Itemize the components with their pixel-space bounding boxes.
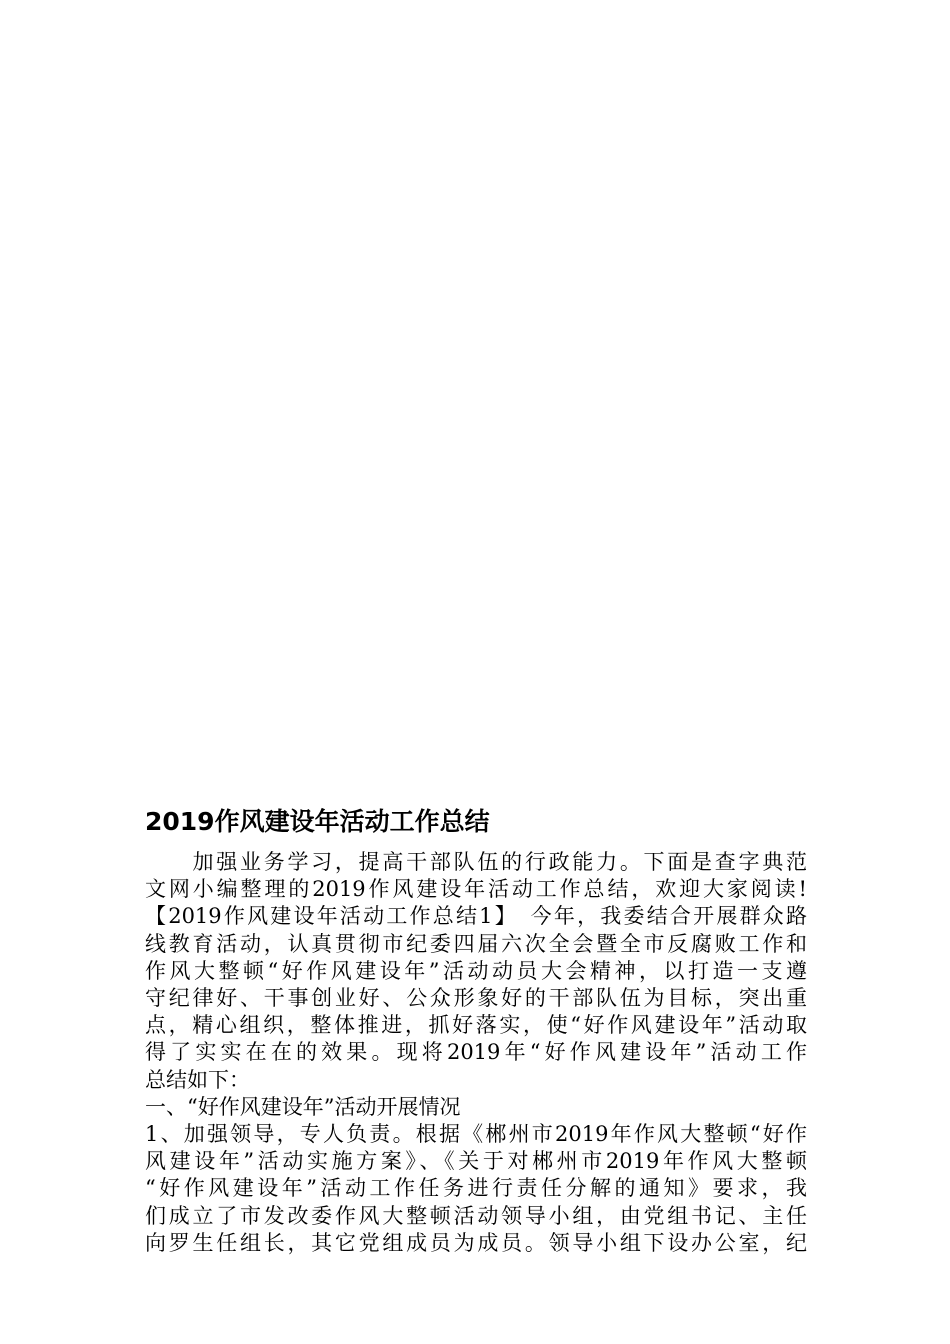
document-body: [145, 849, 807, 1257]
body-line: 总结如下：: [145, 1067, 250, 1092]
body-line: “好作风建设年”活动工作任务进行责任分解的通知》要求，我: [145, 1176, 807, 1201]
body-line: 作风大整顿“好作风建设年”活动动员大会精神，以打造一支遵: [145, 958, 807, 983]
document-content: [145, 805, 807, 1257]
body-line: 点，精心组织，整体推进，抓好落实，使“好作风建设年”活动取: [145, 1013, 807, 1038]
body-line: 得了实实在在的效果。现将2019年“好作风建设年”活动工作: [145, 1040, 807, 1065]
section-heading: 一、“好作风建设年”活动开展情况: [145, 1094, 461, 1119]
body-line: 加强业务学习，提高干部队伍的行政能力。下面是查字典范: [145, 850, 807, 874]
body-line: 风建设年”活动实施方案》、《关于对郴州市2019年作风大整顿: [145, 1149, 807, 1174]
body-line: 线教育活动，认真贯彻市纪委四届六次全会暨全市反腐败工作和: [145, 931, 807, 956]
body-line: 【2019作风建设年活动工作总结1】 今年，我委结合开展群众路: [145, 904, 807, 929]
body-line: 1、加强领导，专人负责。根据《郴州市2019年作风大整顿“好作: [145, 1122, 807, 1147]
body-line: 守纪律好、干事创业好、公众形象好的干部队伍为目标，突出重: [145, 986, 807, 1011]
body-line: 们成立了市发改委作风大整顿活动领导小组，由党组书记、主任: [145, 1203, 807, 1228]
body-line: 文网小编整理的2019作风建设年活动工作总结，欢迎大家阅读!: [145, 877, 807, 902]
body-line: 向罗生任组长，其它党组成员为成员。领导小组下设办公室，纪: [145, 1230, 807, 1255]
document-title: 2019作风建设年活动工作总结: [145, 807, 490, 836]
